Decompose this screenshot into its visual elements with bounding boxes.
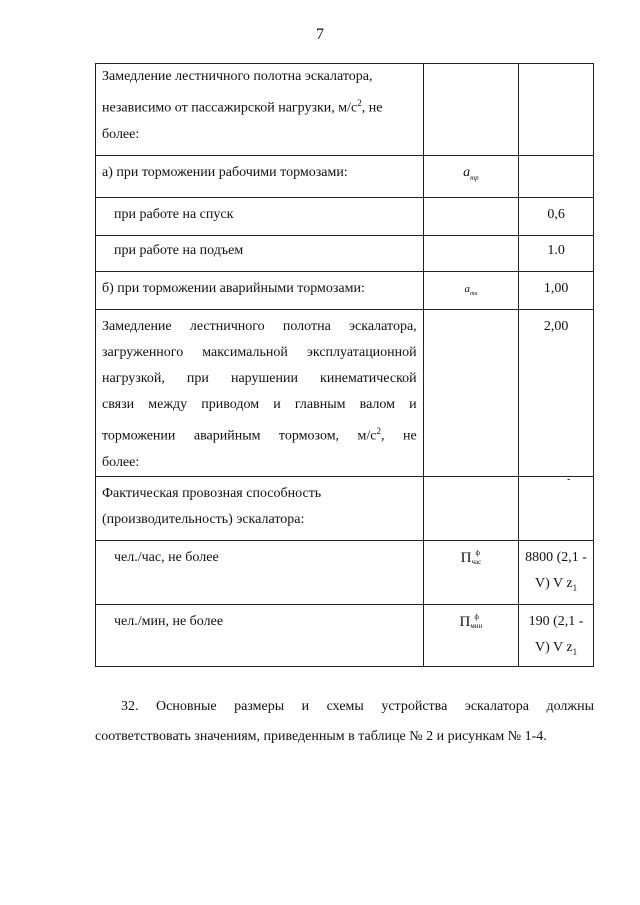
paragraph-line: 32. Основные размеры и схемы устройства эскалатора должны (121, 699, 594, 714)
row-text-line: загруженного максимальной эксплуатационной (102, 345, 417, 360)
value-cell: 1,00 (519, 272, 594, 310)
symbol-cell (423, 476, 518, 540)
value-cell (519, 540, 594, 604)
paragraph-32 (95, 692, 594, 752)
table-row (96, 310, 594, 477)
table-row (96, 604, 594, 666)
row-label: а) при торможении рабочими тормозами: (96, 156, 424, 198)
value-cell: 1.0 (519, 236, 594, 272)
row-text-line: более: (102, 454, 140, 470)
row-label (96, 64, 424, 156)
table-row (96, 64, 594, 156)
value-cell: 0,6 (519, 198, 594, 236)
table-row (96, 156, 594, 198)
value-cell (519, 156, 594, 198)
row-text-line: Замедление лестничного полотна эскалатора, (102, 69, 373, 84)
symbol-cell (423, 198, 518, 236)
symbol-cell: П ф мин (423, 604, 518, 666)
table-row (96, 236, 594, 272)
value-line: 8800 (2,1 - (525, 549, 587, 565)
stray-mark: - (567, 473, 571, 485)
symbol-cell (423, 310, 518, 477)
row-label: при работе на спуск (96, 198, 424, 236)
table-row (96, 198, 594, 236)
row-text-line: связи между приводом и главным валом и (102, 397, 417, 412)
symbol-cell (423, 236, 518, 272)
value-line: V) V $z_1$ (535, 575, 578, 593)
table-row (96, 272, 594, 310)
value-line: V) V $z_1$ (535, 639, 578, 657)
table-row (96, 540, 594, 604)
table-row (96, 476, 594, 540)
row-label: б) при торможении аварийными тормозами: (96, 272, 424, 310)
row-text-line: более: (102, 126, 140, 142)
specs-table (95, 63, 594, 667)
row-label: при работе на подъем (96, 236, 424, 272)
symbol-cell: $a_{та}$ (423, 272, 518, 310)
row-label: чел./час, не более (96, 540, 424, 604)
value-cell (519, 473, 594, 540)
symbol-cell: $a_{тр}$ (423, 156, 518, 198)
row-label (96, 476, 424, 540)
row-text-line: нагрузкой, при нарушении кинематической (102, 371, 417, 386)
row-label (96, 310, 424, 477)
row-label: чел./мин, не более (96, 604, 424, 666)
value-line: 190 (2,1 - (528, 613, 584, 629)
symbol-cell (423, 64, 518, 156)
row-text-line: Замедление лестничного полотна эскалатора, (102, 319, 417, 334)
row-text-line: торможении аварийным тормозом, $м/с^2$, не (102, 426, 417, 444)
paragraph-line: соответствовать значениям, приведенным в таблице № 2 и рисункам № 1-4. (95, 729, 547, 744)
symbol-cell: П ф час (423, 540, 518, 604)
row-text-line: (производительность) эскалатора: (102, 511, 305, 527)
value-cell (519, 604, 594, 666)
value-cell: 2,00 (519, 310, 594, 477)
value-cell (519, 64, 594, 156)
row-text-line: Фактическая провозная способность (102, 485, 322, 501)
page-number: 7 (316, 26, 324, 43)
row-text-line: независимо от пассажирской нагрузки, $м/с^2$, не (102, 98, 383, 116)
